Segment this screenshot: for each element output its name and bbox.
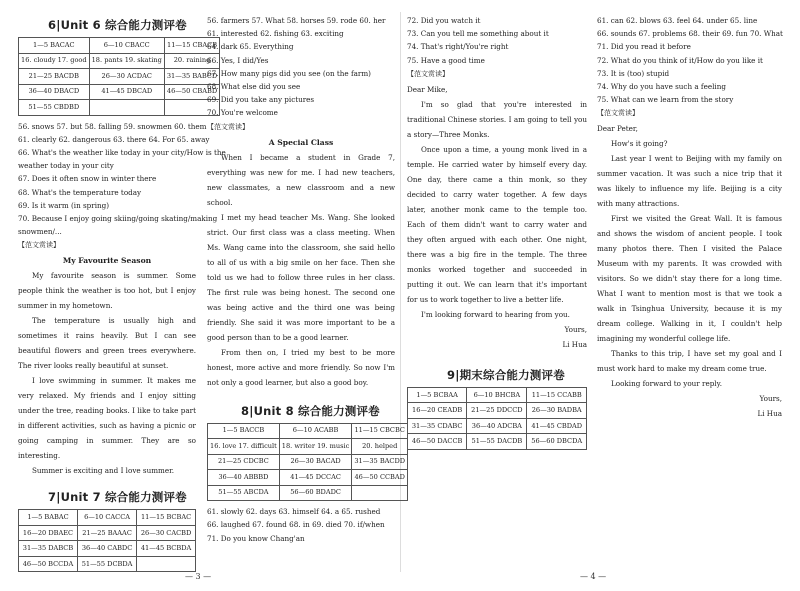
unit8-title: 8|Unit 8 综合能力测评卷 [241, 403, 380, 418]
answer-line: 67. How many pigs did you see (on the farm) [207, 68, 371, 78]
essay-paragraph: Last year I went to Beijing with my family on summer vacation. It was such a nice trip that it was likely to influence my life. Beijing is a city with many attractions. [597, 154, 782, 209]
answer-cell: 16. cloudy 17. good [19, 53, 90, 69]
answer-cell: 51—55 DCBDA [77, 556, 136, 572]
answer-line: 64. dark 65. Everything [207, 42, 294, 52]
answer-row [19, 525, 196, 541]
answer-row [19, 69, 220, 85]
letter-greeting: Dear Peter, [597, 124, 638, 134]
answer-row [19, 541, 196, 557]
page-number-left: — 3 — [185, 572, 212, 581]
essay-paragraph: I'm so glad that you're interested in traditional Chinese stories. I am going to tell you a story—Three Monks. [407, 99, 587, 139]
answer-cell: 1—5 BABAC [19, 510, 78, 526]
answer-cell: 51—55 ABCDA [208, 485, 280, 501]
answer-line: 72. What do you think of it/How do you like it [597, 55, 763, 65]
essay-tag: 【范文赏读】 [597, 109, 639, 118]
answer-cell: 46—50 DACCB [408, 434, 467, 450]
answer-line: 71. Do you know Chang'an [207, 533, 305, 543]
answer-cell: 11—15 BCBAC [137, 510, 196, 526]
column-3 [407, 14, 587, 450]
answer-cell: 21—25 DDCCD [467, 403, 527, 419]
answer-cell: 31—35 BACDD [352, 454, 408, 470]
essay-paragraph: The temperature is usually high and sometimes it rains heavily. But I can see beautiful flowers and green trees everywhere. The river looks really beautiful at sunset. [18, 316, 196, 371]
answer-line: 72. Did you watch it [407, 16, 481, 25]
answer-cell: 26—30 CACBD [137, 525, 196, 541]
answer-cell: 16—20 DBAEC [19, 525, 78, 541]
unit6-answer-table [18, 37, 220, 116]
answer-line: 74. Why do you have such a feeling [597, 82, 726, 92]
essay-tag: 【范文赏读】 [407, 69, 449, 78]
letter-question: How's it going? [611, 139, 668, 149]
unit7-title: 7|Unit 7 综合能力测评卷 [48, 490, 187, 505]
answer-cell: 18. pants 19. skating [89, 53, 164, 69]
answer-row [208, 439, 408, 455]
final-exam-title: 9|期末综合能力测评卷 [447, 367, 565, 382]
essay-paragraph: I'm looking forward to hearing from you. [421, 309, 570, 319]
answer-cell: 26—30 BACAD [279, 454, 352, 470]
answer-line: 61. slowly 62. days 63. himself 64. a 65. rushed [207, 507, 381, 517]
answer-line: 61. interested 62. fishing 63. exciting [207, 29, 344, 39]
answer-row [19, 84, 220, 100]
answer-line: 73. Can you tell me something about it [407, 29, 549, 39]
essay-tag: 【范文赏读】 [207, 122, 249, 131]
answer-line: 75. What can we learn from the story [597, 95, 734, 105]
answer-cell: 16. love 17. difficult [208, 439, 280, 455]
answer-cell: 31—35 DABCB [19, 541, 78, 557]
answer-line: 66. What's the weather like today in your city/How is the [18, 147, 226, 157]
letter-closing: Yours, [759, 394, 782, 404]
answer-row [19, 100, 220, 116]
essay-paragraph: My favourite season is summer. Some people think the weather is too hot, but I enjoy summer in my hometown. [18, 271, 196, 311]
answer-row [208, 470, 408, 486]
answer-cell: 6—10 ACABB [279, 423, 352, 439]
unit6-title: 6|Unit 6 综合能力测评卷 [48, 18, 187, 32]
answer-cell: 11—15 CBCBC [352, 423, 408, 439]
unit8-answer-table [207, 423, 408, 502]
essay-paragraph: I met my head teacher Ms. Wang. She looked strict. Our first class was a class meeting. When Ms. Wang came into the classroom, she said hello to all of us with a big smile on her face. Then she told us we had to follow three rules in her class. The first rule was being honest. The second one was being active and the third one was being friendly. She said it was more important to be a good person than to be a good learner. [207, 212, 395, 342]
essay-paragraph: I love swimming in summer. It makes me very relaxed. My friends and I enjoy sitting under the tree, reading books. I like to take part in different activities, such as having a picnic or going camping in summer. They are so interesting. [18, 376, 196, 461]
essay-paragraph: Once upon a time, a young monk lived in a temple. He carried water by himself every day. One day, there came a thin monk, so they decided to carry water together. A few days later, another monk came to the temple too. Each of them didn't want to carry water and they often argued with each other. One night, there was a big fire in the temple. The three monks worked together and succeeded in putting it out. We can learn that it's important for us to work together to live a better life. [407, 144, 587, 304]
letter-signature: Li Hua [562, 339, 587, 349]
answer-row [408, 387, 587, 403]
answer-line: 66. sounds 67. problems 68. their 69. fun 70. What [597, 29, 783, 39]
answer-cell: 26—30 ACDAC [89, 69, 164, 85]
answer-line: 70. You're welcome [207, 108, 278, 118]
answer-line: 66. laughed 67. found 68. in 69. died 70. if/when [207, 520, 385, 530]
column-1 [18, 14, 226, 572]
answer-line: weather today in your city [18, 161, 114, 171]
answer-line: 68. What's the temperature today [18, 187, 142, 197]
answer-cell: 1—5 BACAC [19, 38, 90, 54]
answer-row [19, 510, 196, 526]
answer-row [208, 423, 408, 439]
answer-cell: 26—30 BADBA [527, 403, 587, 419]
answer-row [408, 418, 587, 434]
answer-cell: 18. writer 19. music [279, 439, 352, 455]
answer-cell: 56—60 BDADC [279, 485, 352, 501]
page-number-right: — 4 — [580, 572, 607, 581]
answer-cell: 6—10 BHCBA [467, 387, 527, 403]
answer-cell: 36—40 ADCBA [467, 418, 527, 434]
answer-line: 75. Have a good time [407, 55, 485, 65]
answer-cell: 21—25 CDCBC [208, 454, 280, 470]
answer-cell: 36—40 ABBBD [208, 470, 280, 486]
essay-paragraph: Summer is exciting and I love summer. [32, 466, 175, 476]
answer-row [408, 434, 587, 450]
essay-title: My Favourite Season [62, 256, 152, 266]
final-answer-table [407, 387, 587, 450]
answer-row [408, 403, 587, 419]
answer-cell: 46—50 CBABD [164, 84, 219, 100]
essay-tag: 【范文赏读】 [18, 241, 60, 250]
essay-paragraph: Looking forward to your reply. [611, 379, 722, 389]
answer-cell: 46—50 BCCDA [19, 556, 78, 572]
answer-cell: 51—55 CBDBD [19, 100, 90, 116]
answer-cell: 20. helped [352, 439, 408, 455]
answer-line: 69. Is it warm (in spring) [18, 200, 110, 210]
answer-cell: 51—55 DACDB [467, 434, 527, 450]
answer-cell: 31—35 BABCD [164, 69, 219, 85]
answer-cell: 20. raining [164, 53, 219, 69]
answer-cell: 41—45 CBDAD [527, 418, 587, 434]
answer-cell: 36—40 DBACD [19, 84, 90, 100]
answer-cell: 1—5 BACCB [208, 423, 280, 439]
answer-cell [89, 100, 164, 116]
answer-row [19, 556, 196, 572]
answer-cell: 36—40 CABDC [77, 541, 136, 557]
answer-line: 70. Because I enjoy going skiing/going skating/making [18, 213, 218, 223]
answer-cell: 1—5 BCBAA [408, 387, 467, 403]
answer-cell: 56—60 DBCDA [527, 434, 587, 450]
answer-line: 74. That's right/You're right [407, 42, 509, 52]
answer-line: 69. Did you take any pictures [207, 95, 315, 105]
answer-cell: 21—25 BACDB [19, 69, 90, 85]
answer-cell: 21—25 BAAAC [77, 525, 136, 541]
answer-cell: 46—50 CCBAD [352, 470, 408, 486]
answer-line: 56. farmers 57. What 58. horses 59. rode 60. her [207, 16, 386, 25]
answer-row [19, 53, 220, 69]
answer-cell: 6—10 CBACC [89, 38, 164, 54]
answer-cell: 41—45 DBCAD [89, 84, 164, 100]
answer-cell: 11—15 CCABB [527, 387, 587, 403]
answer-line: 67. Does it often snow in winter there [18, 174, 157, 184]
column-4 [597, 14, 782, 421]
essay-paragraph: When I became a student in Grade 7, everything was new for me. I had new teachers, new classmates, a new classroom and a new school. [207, 152, 395, 207]
answer-line: 66. Yes, I did/Yes [207, 55, 269, 65]
answer-cell [352, 485, 408, 501]
answer-line: snowmen/... [18, 227, 62, 237]
essay-paragraph: From then on, I tried my best to be more honest, more active and more friendly. So now I'm not only a good learner, but also a good boy. [207, 347, 395, 387]
answer-line: 68. What else did you see [207, 82, 301, 92]
answer-row [208, 454, 408, 470]
essay-paragraph: Thanks to this trip, I have set my goal and I must work hard to make my dream come true. [597, 349, 782, 374]
answer-line: 71. Did you read it before [597, 42, 691, 52]
essay-title: A Special Class [268, 137, 334, 147]
answer-cell: 11—15 CBACB [164, 38, 219, 54]
answer-line: 56. snows 57. but 58. falling 59. snowmen 60. them [18, 121, 207, 131]
answer-line: 61. clearly 62. dangerous 63. there 64. For 65. away [18, 134, 210, 144]
letter-closing: Yours, [564, 324, 587, 334]
letter-signature: Li Hua [757, 409, 782, 419]
answer-line: 61. can 62. blows 63. feel 64. under 65. line [597, 16, 758, 25]
answer-cell: 31—35 CDABC [408, 418, 467, 434]
answer-cell: 41—45 BCBDA [137, 541, 196, 557]
answer-cell: 41—45 DCCAC [279, 470, 352, 486]
answer-cell: 6—10 CACCA [77, 510, 136, 526]
letter-greeting: Dear Mike, [407, 84, 448, 94]
answer-cell: 16—20 CEADB [408, 403, 467, 419]
unit7-answer-table [18, 509, 196, 572]
answer-row [208, 485, 408, 501]
column-2 [207, 14, 406, 545]
answer-row [19, 38, 220, 54]
essay-paragraph: First we visited the Great Wall. It is famous and shows the wisdom of ancient people. I took many photos there. Then I visited the Palace Museum with my parents. It was crowded with visitors. So we didn't stay there for a long time. What I want to mention most is that we took a walk in Tsinghua University, because it is my dream college. Walking in it, I couldn't help imagining my wonderful college life. [597, 214, 782, 344]
answer-line: 73. It is (too) stupid [597, 68, 670, 78]
